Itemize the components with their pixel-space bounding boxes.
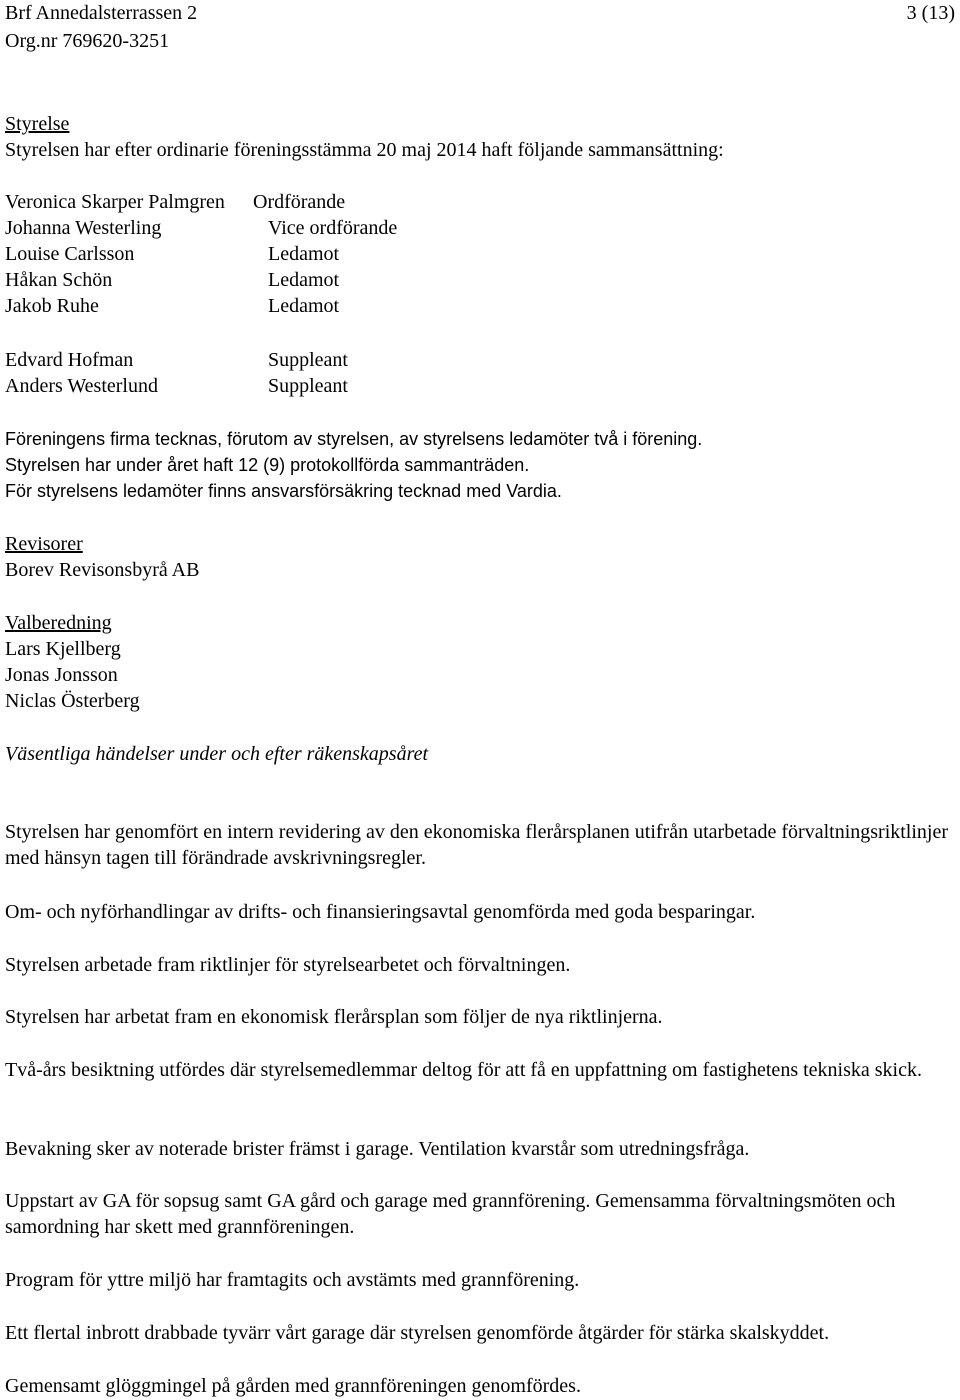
handelser-heading: Väsentliga händelser under och efter räkenskapsåret [5, 743, 429, 765]
board-member-row [5, 293, 955, 319]
suppleants-list [5, 347, 955, 399]
handelser-paragraph: Bevakning sker av noterade brister främst i garage. Ventilation kvarstår som utredningsfråga. [5, 1138, 750, 1160]
styrelse-heading-text: Styrelse [5, 113, 70, 135]
board-member-row [5, 189, 955, 215]
handelser-paragraph: Gemensamt glöggmingel på gården med grannföreningen genomfördes. [5, 1375, 581, 1397]
styrelse-heading [5, 111, 955, 137]
handelser-paragraph: Styrelsen har arbetat fram en ekonomisk flerårsplan som följer de nya riktlinjerna. [5, 1006, 663, 1028]
valberedning-member: Niclas Österberg [5, 690, 140, 712]
member-role: Ledamot [268, 295, 340, 317]
suppleant-name: Anders Westerlund [5, 375, 158, 397]
member-role: Ordförande [253, 191, 346, 213]
handelser-paragraph: Om- och nyförhandlingar av drifts- och finansieringsavtal genomförda med goda besparingar. [5, 901, 756, 923]
member-name: Jakob Ruhe [5, 295, 99, 317]
revisorer-section [5, 531, 955, 583]
suppleant-role: Suppleant [268, 375, 348, 397]
board-notes [5, 426, 955, 504]
board-note: För styrelsens ledamöter finns ansvarsförsäkring tecknad med Vardia. [5, 481, 562, 501]
board-member-row [5, 241, 955, 267]
handelser-paragraph: Styrelsen har genomfört en intern revidering av den ekonomiska flerårsplanen utifrån utarbetade förvaltningsriktlinjer med hänsyn tagen till förändrade avskrivningsregler. [5, 821, 949, 869]
handelser-paragraph: Uppstart av GA för sopsug samt GA gård och garage med grannförening. Gemensamma förvaltningsmöten och samordning har skett med grannföreningen. [5, 1190, 896, 1238]
member-role: Vice ordförande [268, 217, 398, 239]
board-note: Styrelsen har under året haft 12 (9) protokollförda sammanträden. [5, 455, 530, 475]
page-header [5, 0, 955, 60]
valberedning-heading: Valberedning [5, 612, 112, 634]
valberedning-member: Lars Kjellberg [5, 638, 121, 660]
member-name: Veronica Skarper Palmgren [5, 191, 225, 213]
page-number: 3 (13) [906, 2, 955, 24]
board-member-row [5, 267, 955, 293]
member-role: Ledamot [268, 269, 340, 291]
board-member-row [5, 215, 955, 241]
styrelse-intro: Styrelsen har efter ordinarie föreningsstämma 20 maj 2014 haft följande sammansättning: [5, 139, 724, 161]
suppleant-row [5, 347, 955, 373]
member-name: Louise Carlsson [5, 243, 135, 265]
suppleant-row [5, 373, 955, 399]
revisorer-heading: Revisorer [5, 533, 83, 555]
handelser-paragraph: Styrelsen arbetade fram riktlinjer för styrelsearbetet och förvaltningen. [5, 954, 571, 976]
valberedning-section [5, 610, 955, 714]
board-members-list [5, 189, 955, 319]
suppleant-name: Edvard Hofman [5, 349, 134, 371]
valberedning-member: Jonas Jonsson [5, 664, 118, 686]
member-name: Håkan Schön [5, 269, 113, 291]
org-number: Org.nr 769620-3251 [5, 30, 170, 52]
member-name: Johanna Westerling [5, 217, 162, 239]
org-name: Brf Annedalsterrassen 2 [5, 2, 198, 24]
revisor-item: Borev Revisonsbyrå AB [5, 559, 200, 581]
suppleant-role: Suppleant [268, 349, 348, 371]
member-role: Ledamot [268, 243, 340, 265]
handelser-paragraph: Två-års besiktning utfördes där styrelsemedlemmar deltog för att få en uppfattning om fastighetens tekniska skick. [5, 1059, 922, 1081]
handelser-paragraph: Program för yttre miljö har framtagits och avstämts med grannförening. [5, 1269, 580, 1291]
board-note: Föreningens firma tecknas, förutom av styrelsen, av styrelsens ledamöter två i förening. [5, 429, 703, 449]
handelser-paragraph: Ett flertal inbrott drabbade tyvärr vårt garage där styrelsen genomförde åtgärder för stärka skalskyddet. [5, 1322, 830, 1344]
